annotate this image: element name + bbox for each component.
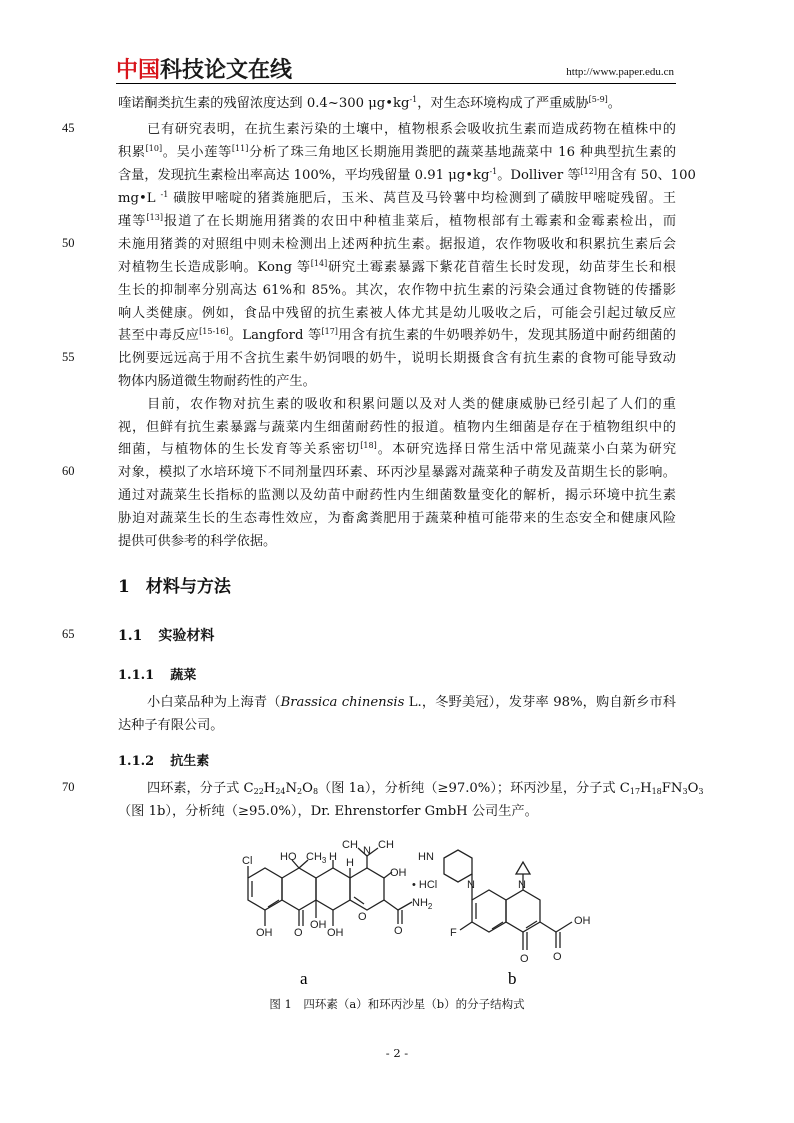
atom-label: HN bbox=[418, 851, 434, 863]
body-line: 对象，模拟了水培环境下不同剂量四环素、环丙沙星暴露对蔬菜种子萌发及苗期生长的影响。 bbox=[118, 465, 676, 480]
ciprofloxacin-structure bbox=[444, 850, 572, 950]
molecular-structure-figure bbox=[218, 838, 618, 988]
body-line: 已有研究表明，在抗生素污染的土壤中，植物根系会吸收抗生素而造成药物在植株中的 bbox=[147, 122, 676, 137]
body-line: 目前，农作物对抗生素的吸收和积累问题以及对人类的健康威胁已经引起了人们的重 bbox=[147, 397, 676, 412]
body-line: 对植物生长造成影响。Kong 等[14]研究土霉素暴露下紫花苜蓿生长时发现，幼苗芽生长和根 bbox=[118, 259, 676, 275]
atom-label: $NH_2$ bbox=[412, 897, 433, 911]
journal-logo: 中国科技论文在线 bbox=[116, 58, 293, 83]
body-line: mg•L $^{-1}$ 磺胺甲嘧啶的猪粪施肥后，玉米、莴苣及马铃薯中均检测到了磺胺甲嘧啶残留。王 bbox=[118, 190, 676, 206]
atom-label: Cl bbox=[242, 855, 253, 867]
atom-label: O bbox=[553, 951, 562, 963]
atom-label: CH bbox=[378, 839, 394, 851]
line-number: 55 bbox=[62, 350, 75, 364]
figure-label-b: b bbox=[508, 969, 517, 988]
line-number: 45 bbox=[62, 121, 75, 135]
figure-label-a: a bbox=[300, 969, 308, 988]
body-line: 小白菜品种为上海青（Brassica chinensis L.，冬野美冠），发芽率 98%，购自新乡市科 bbox=[147, 695, 676, 710]
subsubsection-heading: 1.1.1 蔬菜 bbox=[118, 668, 197, 683]
body-line: 响人类健康。例如，食品中残留的抗生素被人体尤其是幼儿吸收之后，可能会引起过敏反应 bbox=[118, 306, 676, 321]
body-line: 瑾等[13]报道了在长期施用猪粪的农田中种植韭菜后，植物根部有土霉素和金霉素检出，而 bbox=[118, 213, 677, 229]
body-line: 视，但鲜有抗生素暴露与蔬菜内生细菌耐药性的报道。植物内生细菌是存在于植物组织中的 bbox=[118, 420, 676, 435]
figure-caption: 图 1 四环素（a）和环丙沙星（b）的分子结构式 bbox=[269, 997, 525, 1011]
atom-label: O bbox=[394, 925, 403, 937]
body-line: 四环素，分子式 $C_{22}H_{24}N_2O_8$（图 1a），分析纯（≥97.0%）；环丙沙星，分子式 $C_{17}H_{18}FN_3O_3$ bbox=[147, 781, 704, 796]
header-url[interactable]: http://www.paper.edu.cn bbox=[566, 66, 674, 78]
atom-label: N bbox=[467, 879, 475, 891]
line-number: 65 bbox=[62, 627, 75, 641]
atom-label: OH bbox=[256, 927, 273, 939]
body-line: （图 1b），分析纯（≥95.0%），Dr. Ehrenstorfer GmbH 公司生产。 bbox=[118, 804, 538, 819]
body-line: 比例要远远高于用不含抗生素牛奶饲喂的奶牛，说明长期摄食含有抗生素的食物可能导致动 bbox=[118, 351, 676, 366]
subsection-heading: 1.1 实验材料 bbox=[118, 628, 215, 644]
atom-label: H bbox=[346, 857, 354, 869]
page-number: - 2 - bbox=[385, 1046, 409, 1060]
hcl-label: • HCl bbox=[412, 879, 438, 891]
section-heading: 1 材料与方法 bbox=[118, 577, 231, 597]
body-line: 生长的抑制率分别高达 61%和 85%。其次，农作物中抗生素的污染会通过食物链的传播影 bbox=[118, 283, 676, 298]
body-line: 积累[10]。吴小莲等[11]分析了珠三角地区长期施用粪肥的蔬菜基地蔬菜中 16 种典型抗生素的 bbox=[118, 144, 677, 160]
atom-label: OH bbox=[327, 927, 344, 939]
atom-label: O bbox=[520, 953, 529, 965]
atom-label: OH bbox=[574, 915, 591, 927]
atom-label: O bbox=[294, 927, 303, 939]
atom-label: H bbox=[329, 851, 337, 863]
header-rule bbox=[116, 83, 676, 84]
body-line: 提供可供参考的科学依据。 bbox=[118, 534, 277, 549]
body-line: 胁迫对蔬菜生长的生态毒性效应，为畜禽粪肥用于蔬菜种植可能带来的生态安全和健康风险 bbox=[118, 511, 676, 526]
subsubsection-heading: 1.1.2 抗生素 bbox=[118, 754, 210, 769]
atom-label: N bbox=[518, 879, 526, 891]
body-line: 物体内肠道微生物耐药性的产生。 bbox=[118, 374, 316, 389]
atom-label: OH bbox=[390, 867, 407, 879]
body-line: 喹诺酮类抗生素的残留浓度达到 0.4~300 $\mu g•kg^{-1}$，对生态环境构成了严重威胁[5-9]。 bbox=[118, 95, 621, 111]
line-number: 60 bbox=[62, 464, 75, 478]
line-number: 70 bbox=[62, 780, 75, 794]
body-line: 达种子有限公司。 bbox=[118, 718, 224, 733]
atom-label: HO bbox=[280, 851, 297, 863]
atom-label: CH bbox=[342, 839, 358, 851]
body-line: 细菌，与植物体的生长发育等关系密切[18]。本研究选择日常生活中常见蔬菜小白菜为研究 bbox=[118, 441, 677, 457]
atom-label: OH bbox=[310, 919, 327, 931]
line-number: 50 bbox=[62, 236, 75, 250]
body-line: 甚至中毒反应[15-16]。Langford 等[17]用含有抗生素的牛奶喂养奶牛，发现其肠道中耐药细菌的 bbox=[118, 327, 676, 343]
body-line: 通过对蔬菜生长指标的监测以及幼苗中耐药性内生细菌数量变化的解析，揭示环境中抗生素 bbox=[118, 488, 676, 503]
atom-label: $CH_3$ bbox=[306, 851, 327, 865]
atom-label: N bbox=[363, 845, 371, 857]
body-line: 未施用猪粪的对照组中则未检测出上述两种抗生素。据报道，农作物吸收和积累抗生素后会 bbox=[118, 237, 676, 252]
atom-label: O bbox=[358, 911, 367, 923]
body-line: 含量，发现抗生素检出率高达 100%，平均残留量 0.91 $\mu g•kg^{-1}$。Dolliver 等[12]用含有 50、100 bbox=[118, 167, 696, 183]
atom-label: F bbox=[450, 927, 457, 939]
